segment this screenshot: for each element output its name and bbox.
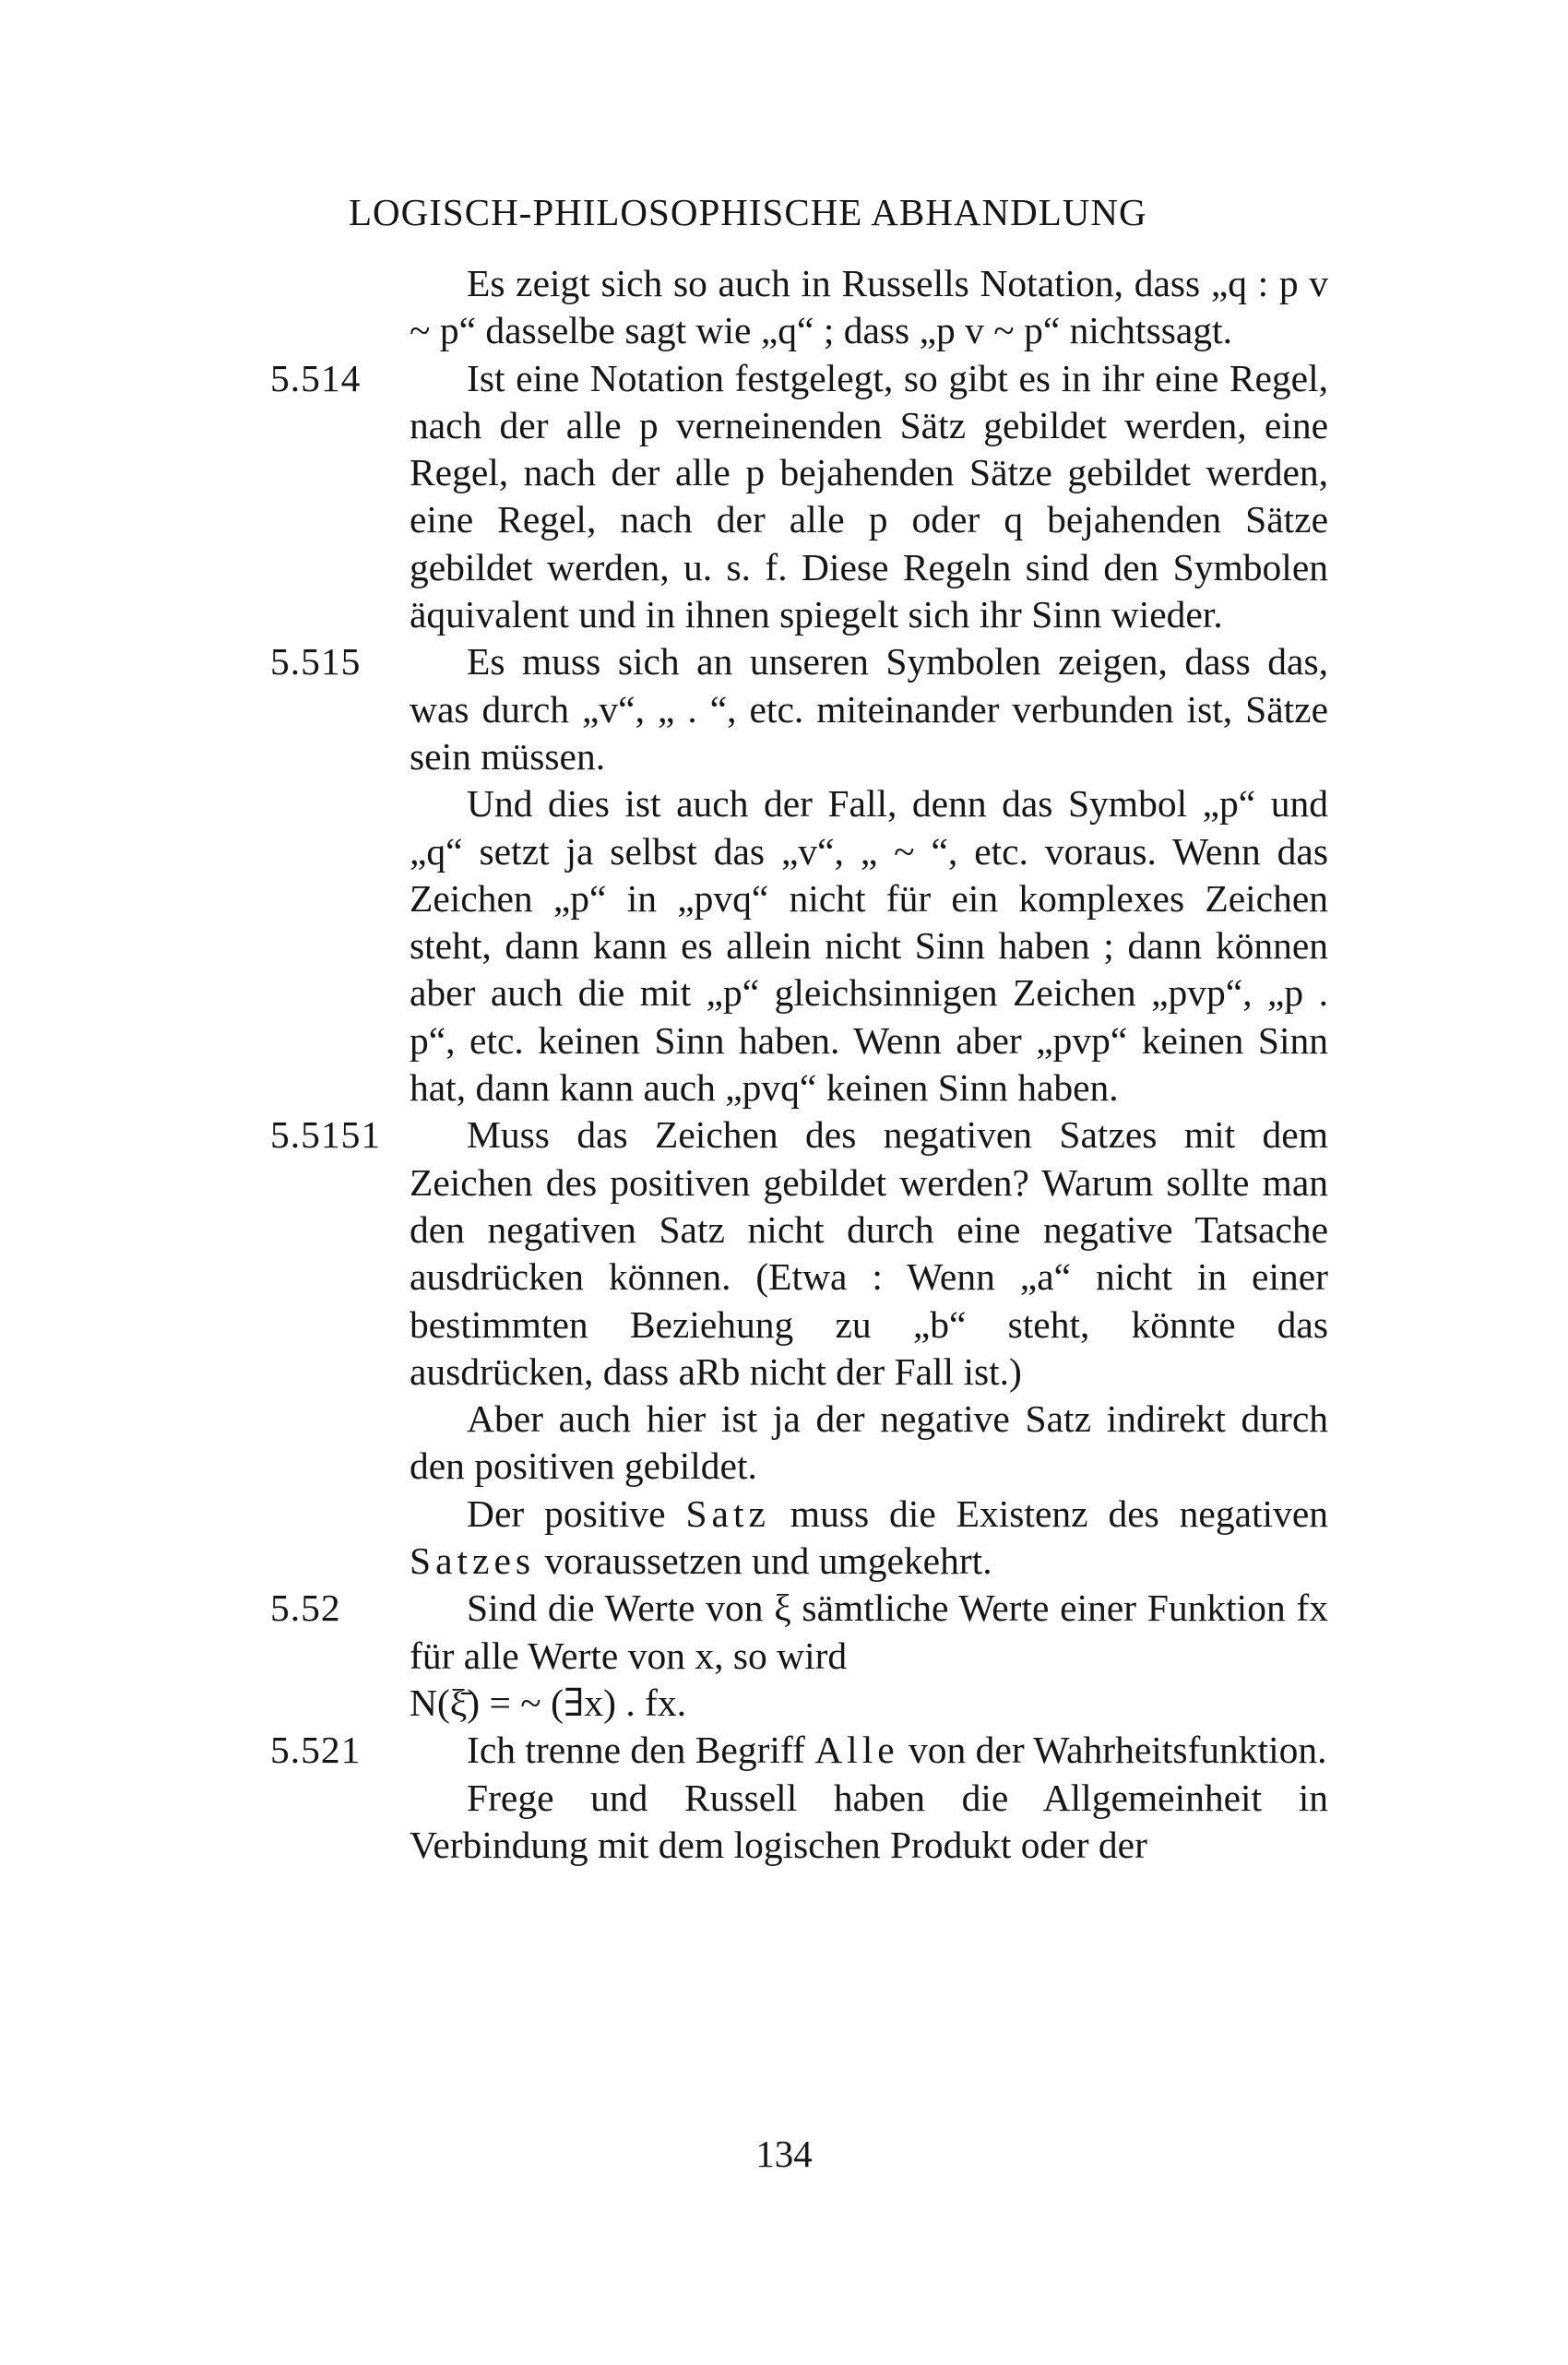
proposition-5-52 — [270, 1585, 1328, 1680]
running-head: LOGISCH-PHILOSOPHISCHE ABHANDLUNG — [349, 191, 1147, 233]
text-block — [270, 260, 1328, 1869]
text-segment: von der Wahrheitsfunktion. — [909, 1729, 1327, 1772]
paragraph-text: Sind die Werte von ξ sämtliche Werte einer Funktion fx für alle Werte von x, so wird — [410, 1587, 1328, 1677]
paragraph-text: Und dies ist auch der Fall, denn das Symbol „p“ und „q“ setzt ja selbst das „v“, „ ~ “, etc. voraus. Wenn das Zeichen „p“ in „pvq“ nicht für ein komplexes Zeichen steht, dann kann es allein nicht Sinn haben ; dann können aber auch die mit „p“ gleichsinnigen Zeichen „pvp“, „p . p“, etc. keinen Sinn haben. Wenn aber „pvp“ keinen Sinn hat, dann kann auch „pvq“ keinen Sinn haben. — [410, 782, 1328, 1110]
paragraph-text: Aber auch hier ist ja der negative Satz indirekt durch den positiven gebildet. — [410, 1397, 1328, 1488]
spaced-word: Alle — [814, 1729, 899, 1772]
text-segment: Ich trenne den Begriff — [467, 1729, 805, 1772]
paragraph — [410, 1775, 1328, 1870]
spaced-word: Satz — [685, 1491, 770, 1535]
proposition-number: 5.52 — [270, 1587, 341, 1630]
proposition-number: 5.514 — [270, 356, 362, 399]
text-segment: voraussetzen und umgekehrt. — [544, 1539, 992, 1583]
paragraph-text: Ist eine Notation festgelegt, so gibt es in ihr eine Regel, nach der alle p verneinenden Sätz gebildet werden, eine Regel, nach der alle p bejahenden Sätze gebildet werden, eine Regel, nach der alle p oder q bejahenden Sätze gebildet werden, u. s. f. Diese Regeln sind den Symbolen äquivalent und in ihnen spiegelt sich ihr Sinn wieder. — [410, 356, 1328, 636]
proposition-5-515 — [270, 638, 1328, 780]
paragraph-text: Es muss sich an unseren Symbolen zeigen, dass das, was durch „v“, „ . “, etc. miteinander verbunden ist, Sätze sein müssen. — [410, 640, 1328, 778]
proposition-5-521 — [270, 1727, 1328, 1774]
page-number: 134 — [755, 2133, 813, 2175]
spaced-word: Satzes — [410, 1539, 536, 1583]
paragraph-text: Es zeigt sich so auch in Russells Notation, dass „q : p v ~ p“ dasselbe sagt wie „q“ ; dass „p v ~ p“ nichtssagt. — [410, 262, 1328, 352]
text-segment: Der positive — [467, 1491, 666, 1535]
formula: N(ξ̄) = ~ (∃x) . fx. — [410, 1681, 687, 1724]
text-segment: muss die Existenz des negativen — [790, 1491, 1328, 1535]
proposition-5-514 — [270, 355, 1328, 639]
formula-line — [410, 1680, 1328, 1727]
paragraph-positive-satz — [410, 1491, 1328, 1586]
paragraph-text: Frege und Russell haben die Allgemeinheit in Verbindung mit dem logischen Produkt oder der — [410, 1776, 1328, 1866]
paragraph-text: Muss das Zeichen des negativen Satzes mit dem Zeichen des positiven gebildet werden? Warum sollte man den negativen Satz nicht durch eine negative Tatsache ausdrücken können. (Etwa : Wenn „a“ nicht in einer bestimmten Beziehung zu „b“ steht, könnte das ausdrücken, dass aRb nicht der Fall ist.) — [410, 1113, 1328, 1393]
paragraph — [410, 260, 1328, 355]
proposition-number: 5.521 — [270, 1729, 362, 1772]
proposition-number: 5.5151 — [270, 1113, 382, 1157]
paragraph — [410, 1396, 1328, 1491]
proposition-5-5151 — [270, 1111, 1328, 1396]
proposition-number: 5.515 — [270, 640, 362, 683]
paragraph — [410, 780, 1328, 1111]
